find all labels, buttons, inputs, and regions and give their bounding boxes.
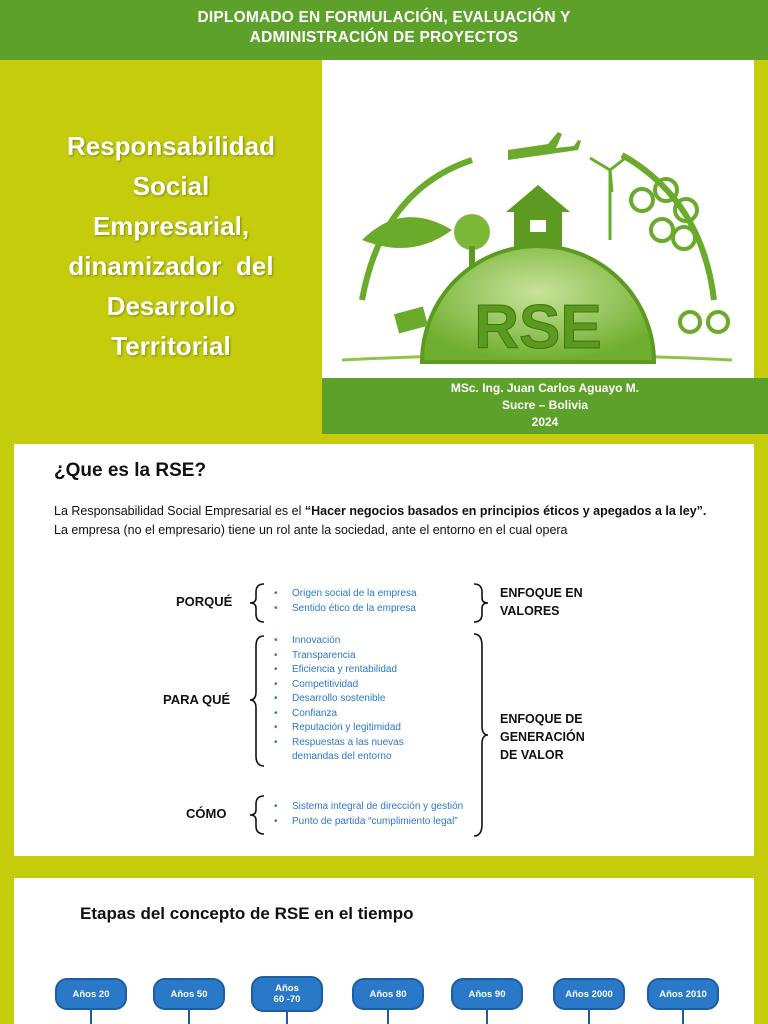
porque-label: PORQUÉ xyxy=(176,594,233,609)
right-brace-icon xyxy=(470,582,490,624)
rse-globe-icon xyxy=(322,60,754,378)
list-item: • Desarrollo sostenible xyxy=(274,692,474,707)
rse-heading: ¿Que es la RSE? xyxy=(54,460,207,481)
focus-values xyxy=(500,584,583,620)
stage-pill: Años 80 xyxy=(352,978,424,1010)
list-item: • Transparencia xyxy=(274,649,474,664)
timeline-stem xyxy=(588,1010,590,1024)
stage-pill: Años 60 -70 xyxy=(251,976,323,1012)
porque-list xyxy=(274,587,474,616)
list-item: • Confianza xyxy=(274,707,474,722)
def-line2: La empresa (no el empresario) tiene un rol ante la sociedad, ante el entorno en el cual opera xyxy=(54,523,568,537)
author-year: 2024 xyxy=(531,415,559,429)
list-item: • Reputación y legitimidad xyxy=(274,721,474,736)
focus-value-generation xyxy=(500,710,585,764)
timeline-stem xyxy=(286,1012,288,1024)
rse-eco-illustration xyxy=(322,60,754,378)
left-brace-icon xyxy=(248,794,268,836)
rse-definition-panel xyxy=(14,444,754,856)
course-banner xyxy=(0,0,768,60)
cover-title-line: Territorial xyxy=(111,331,231,361)
focus-value-line: ENFOQUE DE xyxy=(500,712,583,726)
list-item: • Origen social de la empresa xyxy=(274,587,474,602)
author-location: Sucre – Bolivia xyxy=(501,398,589,412)
focus-values-line: ENFOQUE EN xyxy=(500,586,583,600)
stage-pill: Años 90 xyxy=(451,978,523,1010)
para-que-label: PARA QUÉ xyxy=(163,692,231,707)
timeline-stem xyxy=(682,1010,684,1024)
def-bold: “Hacer negocios basados en principios éticos y apegados a la ley” xyxy=(304,504,703,518)
list-item: • Respuestas a las nuevas demandas del entorno xyxy=(274,736,452,765)
cover-title-line: Desarrollo xyxy=(106,291,236,321)
cover-title-line: Social xyxy=(132,171,210,201)
como-list xyxy=(274,800,484,829)
stage-pill: Años 2010 xyxy=(647,978,719,1010)
list-item: • Innovación xyxy=(274,634,474,649)
focus-value-line: DE VALOR xyxy=(500,748,564,762)
list-item: • Sentido ético de la empresa xyxy=(274,602,474,617)
left-brace-icon xyxy=(248,582,268,624)
timeline-stem xyxy=(486,1010,488,1024)
rse-stages-panel xyxy=(14,878,754,1024)
como-label: CÓMO xyxy=(186,806,227,821)
def-suffix: . xyxy=(702,504,707,518)
list-item: • Sistema integral de dirección y gestión xyxy=(274,800,484,815)
stages-heading: Etapas del concepto de RSE en el tiempo xyxy=(80,904,414,923)
stage-pill: Años 20 xyxy=(55,978,127,1010)
timeline-stem xyxy=(188,1010,190,1024)
rse-logo-text: RSE xyxy=(474,293,602,362)
list-item: • Eficiencia y rentabilidad xyxy=(274,663,474,678)
para-que-list xyxy=(274,634,474,765)
timeline-stem xyxy=(387,1010,389,1024)
author-name: MSc. Ing. Juan Carlos Aguayo M. xyxy=(450,381,640,395)
cover-title-line: Responsabilidad xyxy=(66,131,276,161)
course-title-line1: DIPLOMADO EN FORMULACIÓN, EVALUACIÓN Y xyxy=(197,9,571,26)
cover-title-line: dinamizador del xyxy=(68,251,274,281)
list-item: • Competitividad xyxy=(274,678,474,693)
focus-values-line: VALORES xyxy=(500,604,560,618)
cover-title-line: Empresarial, xyxy=(92,211,250,241)
left-brace-icon xyxy=(248,634,268,768)
list-item: • Punto de partida “cumplimiento legal” xyxy=(274,815,484,830)
cover-title xyxy=(40,126,302,366)
def-prefix: La Responsabilidad Social Empresarial es el xyxy=(54,504,305,518)
course-title-line2: ADMINISTRACIÓN DE PROYECTOS xyxy=(249,29,519,46)
timeline-stem xyxy=(90,1010,92,1024)
author-box xyxy=(322,378,768,434)
rse-definition xyxy=(54,502,744,540)
focus-value-line: GENERACIÓN xyxy=(500,730,585,744)
right-brace-icon xyxy=(470,632,490,838)
stage-pill: Años 50 xyxy=(153,978,225,1010)
stage-pill: Años 2000 xyxy=(553,978,625,1010)
